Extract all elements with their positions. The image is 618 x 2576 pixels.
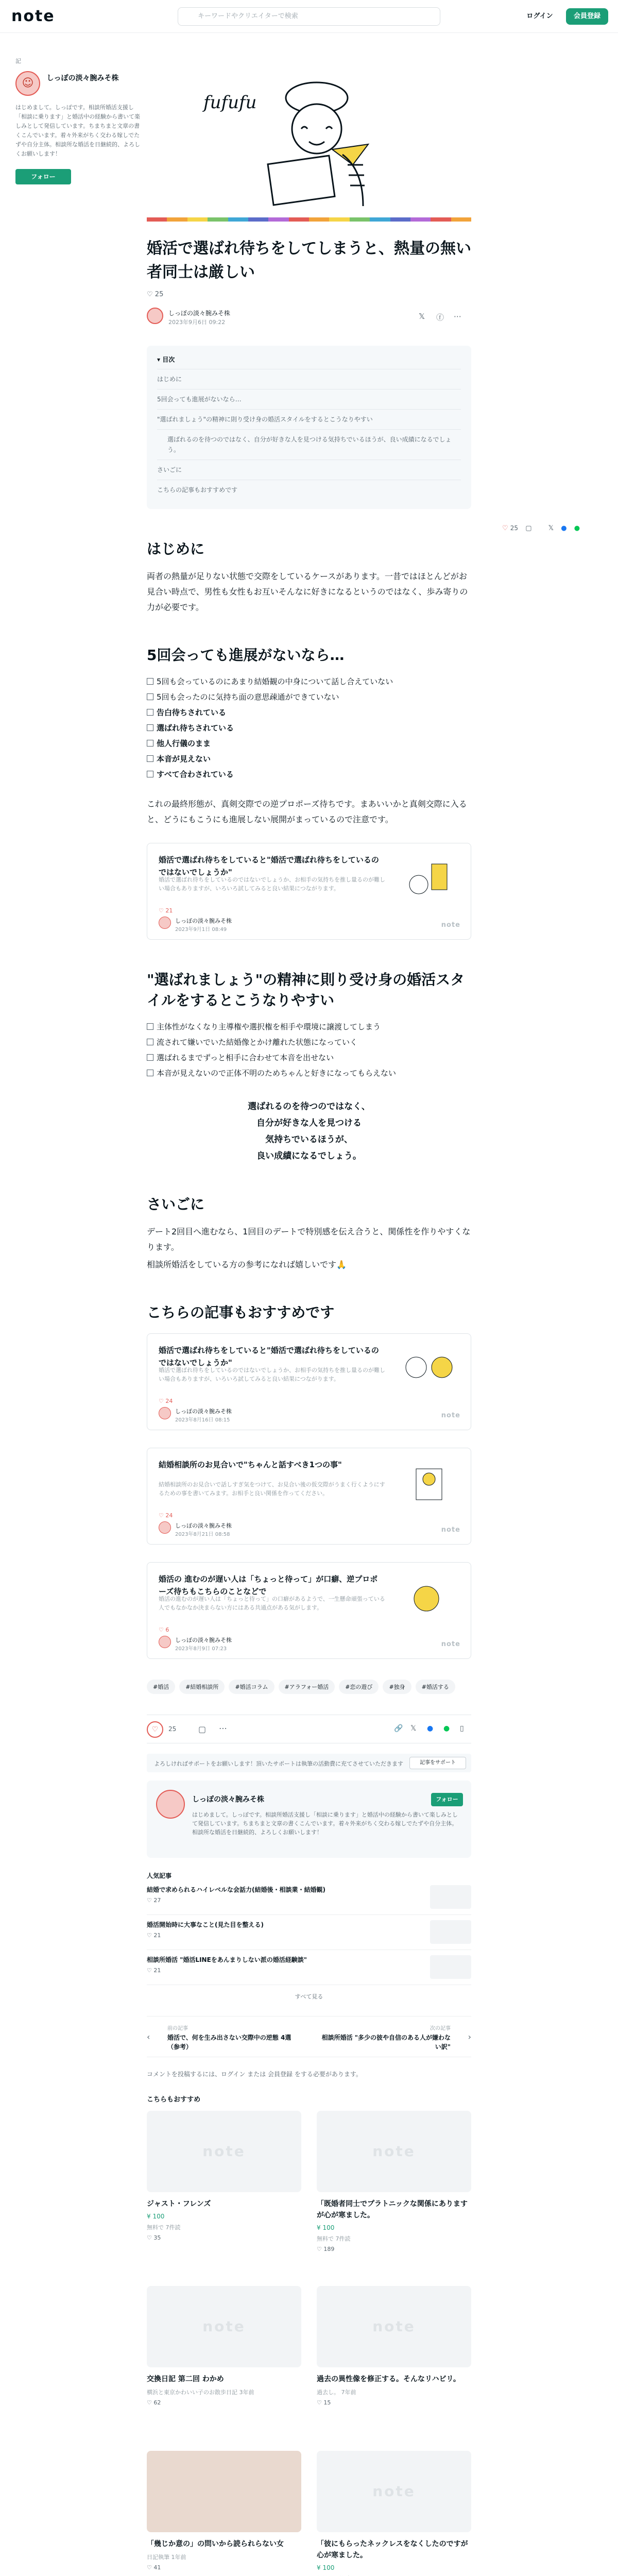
embed-author: しっぽの淡々腕みそ株 (175, 918, 232, 924)
card-price: ¥ 100 (317, 2564, 335, 2571)
card-thumbnail (317, 2111, 471, 2192)
after-check-paragraph: これの最終形態が、真剣交際での逆プロポーズ待ちです。まあいいかと真剣交際に入ると、どうにもこうにも進展しない展開がまっているので注意です。 (147, 799, 467, 824)
embed-body: 婚活の進むのが遅い人は「ちょっと待って」の口癖があるようで、一生懸命頑張っている人でもなかなか決まらない方にはある共通点がある気がします。 (159, 1596, 385, 1611)
popular-item-likes: ♡ 27 (147, 1897, 161, 1904)
quote-line: 良い成績になるでしょう。 (256, 1151, 362, 1161)
author-card-description: はじめまして。しっぽです。相談所婚活支援し「相談に乗ります」と婚活中の経験から書いて楽しみとして発信しています。ちまちまと文章の書くこんでいます。着々外来がちく交わる嫁しでたずや自分主体。相談所な婚活を日継続的、よろしくお願いします！ (192, 1811, 458, 1836)
recommend-grid (147, 2111, 471, 2576)
check-item (147, 1051, 471, 1064)
card-title: ジャスト・フレンズ (147, 2200, 211, 2208)
quote-line: 気持ちでいるほうが、 (265, 1134, 353, 1145)
heart-icon: ♡ (147, 291, 153, 298)
prev-label: 前の記事 (167, 2026, 188, 2031)
author-row (147, 308, 471, 328)
stripe-segment (390, 217, 410, 222)
check-item (147, 690, 471, 704)
card-likes: ♡ 35 (147, 2234, 161, 2241)
stripe-segment (329, 217, 349, 222)
recommend-card[interactable] (317, 2451, 471, 2576)
check-item (147, 752, 471, 766)
popular-item-likes: ♡ 21 (147, 1967, 161, 1974)
popular-item[interactable] (147, 1955, 471, 1985)
hero-image (147, 52, 471, 222)
card-thumbnail (317, 2451, 471, 2532)
stripe-segment (451, 217, 471, 222)
card-title: 過去の異性像を修正する。そんなリハビリ。 (317, 2375, 460, 2383)
link-icon[interactable]: 🔗 (394, 1724, 403, 1733)
stripe-segment (410, 217, 431, 222)
recommend-card[interactable] (147, 2451, 301, 2571)
card-meta: 無料で 7件読 (317, 2235, 351, 2242)
line-icon[interactable]: ● (574, 524, 580, 532)
quote-line: 自分が好きな人を見つける (256, 1118, 362, 1128)
checkbox-icon (147, 1070, 153, 1076)
embed-title: 婚活で選ばれ待ちをしていると"婚活で選ばれ待ちをしているのではないでしょうか" (159, 855, 379, 877)
profile-description: はじめまして。しっぽです。相談所婚活支援し「相談に乗ります」と婚活中の経験から書いて楽しみとして発信しています。ちまちまと文章の書くこんでいます。着々外来がちく交わる嫁しでたずや自分主体。相談所な婚活を日継続的、よろしくお願いします！ (15, 104, 140, 157)
embed-likes: ♡ 21 (159, 907, 173, 914)
author-card-avatar[interactable] (156, 1790, 185, 1819)
quote-line: 選ばれるのを待つのではなく、 (248, 1101, 370, 1112)
toc-item[interactable]: 5回会っても進展がないなら… (157, 389, 461, 409)
see-all-link[interactable]: すべて見る (295, 1993, 323, 2000)
embed-author: しっぽの淡々腕みそ株 (175, 1637, 232, 1643)
comment-prompt: コメントを投稿するには、ログイン または 会員登録 をする必要があります。 (147, 2071, 362, 2078)
line-icon[interactable]: ● (443, 1724, 450, 1733)
recommend-card[interactable] (317, 2111, 471, 2252)
toc-heading-label: 目次 (162, 356, 175, 363)
stripe-segment (147, 217, 167, 222)
heading-passive: "選ばれましょう"の精神に則り受け身の婚活スタイルをするとこうなりやすい (147, 971, 465, 1009)
passive-list (147, 1020, 471, 1080)
embed-card[interactable] (147, 1562, 471, 1659)
stripe-segment (268, 217, 288, 222)
embed-title: 婚活で選ばれ待ちをしていると"婚活で選ばれ待ちをしているのではないでしょうか" (159, 1346, 379, 1367)
check-item-text: 5回も会ったのに気持ち面の意思疎通ができていない (157, 692, 339, 702)
toc-item[interactable]: さいごに (157, 460, 461, 480)
article-column (147, 52, 471, 2576)
checkbox-icon (147, 1054, 153, 1061)
stripe-segment (187, 217, 208, 222)
login-button[interactable]: ログイン (526, 12, 553, 20)
recommend-card[interactable] (147, 2286, 301, 2406)
embed-avatar (159, 1521, 171, 1534)
popular-item[interactable] (147, 1885, 471, 1915)
checkbox-icon (147, 1023, 153, 1030)
tag-chip[interactable]: #恋の遊び (339, 1680, 379, 1694)
popular-item-title: 相談所婚活 "婚活LINEをあんまりしない派の婚活経験談" (147, 1956, 307, 1963)
check-item-text: すべて合わされている (157, 770, 234, 779)
card-title: 「既婚者同士でプラトニックな関係にありますが心が寒ました。 (317, 2200, 468, 2219)
card-thumbnail (317, 2286, 471, 2367)
check-item-text: 告白待ちされている (157, 708, 227, 717)
x-share-icon[interactable]: 𝕏 (419, 312, 425, 321)
stripe-segment (431, 217, 451, 222)
checkbox-icon (147, 709, 153, 716)
embed-date: 2023年8月21日 08:58 (175, 1532, 230, 1537)
action-like-count: 25 (168, 1725, 177, 1733)
end-paragraph-1: デート2回目へ進むなら、1回目のデートで特別感を伝え合うと、関係性を作りやすくなります。 (147, 1227, 471, 1252)
popular-item-like-count: 27 (153, 1897, 161, 1904)
support-text: よろしければサポートをお願いします！頂いたサポートは執筆の活動費に充てさせていただきます (154, 1760, 403, 1767)
card-title: 「幾じか意の」の問いから読られらない女 (147, 2540, 284, 2548)
profile-name[interactable]: しっぽの淡々腕みそ株 (46, 74, 119, 82)
comment-icon[interactable]: ▢ (525, 524, 532, 532)
toc-item[interactable]: こちらの記事もおすすめです (157, 480, 461, 500)
intro-paragraph: 両者の熱量が足りない状態で交際をしているケースがあります。一昔ではほとんどがお見合い時点で、男性も女性もお互いそんなに好きになるというのではなく、歩み寄りの力が必要です。 (147, 571, 468, 612)
follow-button[interactable] (15, 169, 71, 184)
check-item (147, 1020, 471, 1033)
search-input[interactable]: キーワードやクリエイターで検索 (178, 7, 440, 26)
embed-likes: ♡ 6 (159, 1626, 169, 1633)
chevron-right-icon[interactable]: › (468, 2032, 471, 2042)
center-quote (147, 1098, 471, 1164)
card-like-count: 41 (153, 2564, 161, 2571)
check-item-text: 本音が見えないので正体不明のためちゃんと好きになってもらえない (157, 1069, 397, 1078)
popular-item-like-count: 21 (153, 1967, 161, 1974)
embed-date: 2023年8月16日 08:15 (175, 1417, 230, 1423)
checkbox-icon (147, 693, 153, 700)
stripe-segment (167, 217, 187, 222)
next-label: 次の記事 (430, 2026, 451, 2031)
card-like-count: 15 (323, 2399, 331, 2406)
embed-body: 婚活で選ばれ待ちをしているのではないでしょうか、お相手の気持ちを推し量るのが難しい場合もありますが、いろいろ試してみると良い結果につながります。 (159, 1367, 385, 1382)
author-card-name[interactable]: しっぽの淡々腕みそ株 (192, 1795, 264, 1804)
embed-body: 結婚相談所のお見合いで話しすぎ気をつけて、お見合い後の仮交際がうまく行くようにするための事を書いてみます。お相手と良い関係を作ってください。 (159, 1481, 385, 1497)
embed-note-logo: note (441, 921, 460, 929)
checkbox-icon (147, 724, 153, 731)
profile-avatar[interactable] (15, 71, 40, 96)
check-item-text: 流されて嫌いでいた結婚像とかけ離れた状態になっていく (157, 1038, 358, 1047)
profile-small-label: 記 (15, 58, 21, 64)
card-thumbnail (147, 2111, 301, 2192)
card-price: ¥ 100 (147, 2213, 165, 2220)
table-of-contents (147, 346, 471, 509)
card-thumbnail (147, 2286, 301, 2367)
like-button[interactable]: ♡ (147, 1721, 163, 1738)
check-item-text: 主体性がなくなり主導権や選択権を相手や環境に譲渡してしまう (157, 1022, 381, 1031)
embed-avatar (159, 1636, 171, 1648)
card-title: 「彼にもらったネックレスをなくしたのですが心が寒ました。 (317, 2540, 468, 2560)
card-like-count: 62 (153, 2399, 161, 2406)
checkbox-icon (147, 1039, 153, 1045)
embed-card[interactable] (147, 1448, 471, 1545)
more-icon[interactable]: ⋯ (219, 1723, 227, 1733)
toc-item[interactable]: "選ばれましょう"の精神に則り受け身の婚活スタイルをするとこうなりやすい (157, 409, 461, 429)
popular-item-thumbnail (430, 1955, 471, 1979)
chevron-left-icon[interactable]: ‹ (147, 2032, 150, 2042)
next-article-title[interactable]: 相談所婚活 "多少の彼や自信のある人が嫌わない訳" (321, 2034, 451, 2050)
article-title: 婚活で選ばれ待ちをしてしまうと、熱量の無い者同士は厳しい (147, 240, 471, 281)
embed-card[interactable] (147, 843, 471, 940)
embed-like-count: 24 (165, 1398, 173, 1404)
publish-date: 2023年9月6日 09:22 (168, 319, 226, 326)
embed-date: 2023年8月9日 07:23 (175, 1646, 227, 1652)
check-list (147, 675, 471, 781)
embed-likes: ♡ 24 (159, 1398, 173, 1404)
author-name[interactable]: しっぽの淡々腕みそ株 (168, 310, 231, 317)
recommend-heading: こちらもおすすめ (147, 2096, 201, 2104)
embed-thumbnail (396, 1573, 462, 1630)
checkbox-icon (147, 755, 153, 762)
support-button[interactable]: 記事をサポート (409, 1757, 466, 1769)
check-item (147, 706, 471, 719)
stripe-segment (350, 217, 370, 222)
prev-article-title[interactable]: 婚活で、何を生み出さない交際中の逆態 4選（参考） (167, 2034, 291, 2050)
embed-thumbnail (396, 1344, 462, 1401)
check-item-text: 選ばれるまでずっと相手に合わせて本音を出せない (157, 1053, 334, 1062)
card-meta: 日記執筆 1年前 (147, 2554, 186, 2561)
stripe-segment (248, 217, 268, 222)
popular-item-thumbnail (430, 1920, 471, 1944)
embed-note-logo: note (441, 1412, 460, 1419)
check-item (147, 1066, 471, 1080)
embed-title: 結婚相談所のお見合いで"ちゃんと話すべき1つの事" (159, 1460, 342, 1469)
stripe-segment (208, 217, 228, 222)
tag-chip[interactable]: #結婚相談所 (179, 1680, 225, 1694)
embed-author: しっぽの淡々腕みそ株 (175, 1408, 232, 1415)
article-pager (147, 2016, 471, 2057)
hero-hand-text: fufufu (203, 92, 257, 113)
facebook-icon[interactable]: ● (561, 524, 567, 532)
signup-button[interactable]: 会員登録 (566, 8, 608, 25)
stripe-segment (228, 217, 248, 222)
popular-item[interactable] (147, 1920, 471, 1950)
check-item (147, 721, 471, 735)
embed-title: 婚活の 進むのが遅い人は「ちょっと待って」が口癖、逆プロポーズ待ちもこちらのことなどで (159, 1574, 378, 1596)
heading-intro: はじめに (147, 540, 205, 557)
check-item (147, 768, 471, 781)
comment-icon[interactable]: ▢ (198, 1724, 207, 1734)
check-item (147, 1036, 471, 1049)
tag-chip[interactable]: #婚活コラム (229, 1680, 274, 1694)
card-meta: 無料で 7件読 (147, 2224, 181, 2231)
checkbox-icon (147, 740, 153, 747)
embed-note-logo: note (441, 1526, 460, 1534)
heading-recommend: こちらの記事もおすすめです (147, 1304, 335, 1321)
stripe-segment (289, 217, 309, 222)
card-title: 交換日記 第二回 わかめ (147, 2375, 224, 2383)
hero-illustration (147, 52, 471, 216)
hero-stripe (147, 217, 471, 222)
end-paragraph-2: 相談所婚活をしている方の参考になれば嬉しいです🙏 (147, 1260, 347, 1269)
card-price: ¥ 100 (317, 2224, 335, 2231)
toc-heading[interactable]: ▾ 目次 (157, 356, 175, 363)
x-share-icon[interactable]: 𝕏 (548, 524, 554, 532)
card-likes: ♡ 15 (317, 2399, 331, 2406)
card-like-count: 189 (323, 2246, 335, 2252)
check-item (147, 675, 471, 688)
author-card (147, 1781, 471, 1858)
card-like-count: 35 (153, 2234, 161, 2241)
recommend-card[interactable] (317, 2286, 471, 2406)
checkbox-icon (147, 678, 153, 685)
embed-likes: ♡ 24 (159, 1512, 173, 1519)
embed-like-count: 24 (165, 1512, 173, 1519)
check-item-text: 5回も会っているのにあまり結婚観の中身について話し合えていない (157, 677, 393, 686)
heart-icon[interactable]: ♡ (502, 524, 508, 532)
tag-chip[interactable]: #婚活する (416, 1680, 455, 1694)
card-likes: ♡ 189 (317, 2246, 335, 2252)
recommend-card[interactable] (147, 2111, 301, 2241)
checkbox-icon (147, 771, 153, 777)
check-item (147, 737, 471, 750)
check-item-text: 本音が見えない (157, 754, 211, 764)
support-strip (147, 1754, 471, 1772)
stripe-segment (309, 217, 329, 222)
embed-thumbnail (396, 1459, 462, 1515)
embed-note-logo: note (441, 1640, 460, 1648)
card-meta: 横浜と東京かわいい子のお散歩日記 3年前 (147, 2389, 254, 2396)
side-like-count: 25 (510, 524, 519, 532)
stripe-segment (370, 217, 390, 222)
heading-end: さいごに (147, 1196, 205, 1213)
embed-like-count: 21 (165, 907, 173, 914)
tag-list (147, 1680, 471, 1694)
facebook-icon[interactable]: ⓕ (436, 313, 444, 322)
card-likes: ♡ 41 (147, 2564, 161, 2571)
note-logo[interactable]: note (11, 7, 55, 25)
popular-item-thumbnail (430, 1885, 471, 1909)
author-avatar[interactable] (147, 308, 163, 324)
embed-avatar (159, 1407, 171, 1419)
heading-five-dates: 5回会っても進展がないなら… (147, 647, 345, 664)
side-share-bar (502, 524, 605, 537)
embed-avatar (159, 917, 171, 929)
x-share-icon[interactable]: 𝕏 (410, 1724, 417, 1733)
sidebar-profile (15, 57, 142, 184)
embed-card[interactable] (147, 1333, 471, 1430)
tag-chip[interactable]: #独身 (383, 1680, 411, 1694)
top-bar (0, 0, 618, 33)
embed-like-count: 6 (165, 1626, 169, 1633)
popular-item-title: 婚活開始時に大事なこと(見た目を整える) (147, 1921, 264, 1928)
popular-item-like-count: 21 (153, 1932, 161, 1939)
card-likes: ♡ 62 (147, 2399, 161, 2406)
toc-item[interactable]: はじめに (157, 369, 461, 389)
embed-date: 2023年9月1日 08:49 (175, 927, 227, 933)
more-icon[interactable]: ⋯ (454, 312, 461, 321)
action-bar (147, 1715, 471, 1743)
check-item-text: 他人行儀のまま (157, 739, 211, 748)
check-item-text: 選ばれ待ちされている (157, 723, 234, 733)
tag-chip[interactable]: #アラフォー婚活 (279, 1680, 335, 1694)
embed-author: しっぽの淡々腕みそ株 (175, 1522, 232, 1529)
bookmark-icon[interactable]: ▯ (460, 1724, 464, 1733)
facebook-icon[interactable]: ● (427, 1724, 434, 1733)
author-card-follow-button[interactable]: フォロー (431, 1793, 463, 1806)
toc-item[interactable]: 選ばれるのを待つのではなく、自分が好きな人を見つける気持ちでいるほうが、良い成績になるでしょう。 (157, 429, 461, 460)
title-likes[interactable] (147, 291, 471, 298)
tag-chip[interactable]: #婚活 (147, 1680, 175, 1694)
popular-item-title: 結婚で求められるハイレベルな会話力(結婚後・相談業・結婚観) (147, 1886, 325, 1893)
card-meta: 過去し。 7年前 (317, 2389, 356, 2396)
embed-thumbnail (396, 854, 462, 910)
title-like-count: 25 (154, 291, 164, 298)
popular-item-likes: ♡ 21 (147, 1932, 161, 1939)
embed-body: 婚活で選ばれ待ちをしているのではないでしょうか、お相手の気持ちを推し量るのが難しい場合もありますが、いろいろ試してみると良い結果につながります。 (159, 876, 385, 892)
follow-label: フォロー (31, 173, 56, 180)
card-photo (147, 2451, 301, 2532)
popular-heading: 人気記事 (147, 1872, 172, 1879)
